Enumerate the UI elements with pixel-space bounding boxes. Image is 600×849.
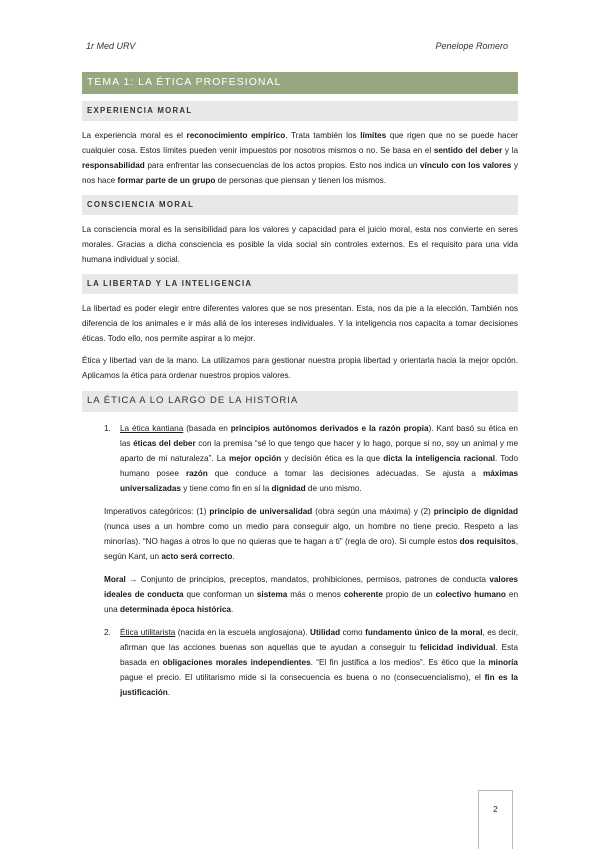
paragraph-experiencia: La experiencia moral es el reconocimiento empírico. Trata también los límites que rigen que no se puede hacer cualquier cosa. Estos límites pueden venir impuestos por nosotros mismos o no. Se basa en el sentido del deber y la responsabilidad para enfrentar las consecuencias de los actos propios. Esto nos indica un vínculo con los valores y nos hace formar parte de un grupo de personas que piensan y tienen los mismos. [82,131,518,185]
list-item-utilitarista: 2. Ética utilitarista (nacida en la escuela anglosajona). Utilidad como fundamento único de la moral, es decir, afirman que las acciones buenas son aquellas que te ayudan a conseguir tu felicidad individual. Esta basada en obligaciones morales independientes. “El fin justifica a los medios”. Es ético que la minoría pague el precio. El utilitarismo mide si la consecuencia es buena o no (consecuencialismo), el fin es la justificación. [104,628,519,697]
list-item-kantiana: 1. La ética kantiana (basada en principios autónomos derivados e la razón propia). Kant basó su ética en las éticas del deber con la premisa “sé lo que tengo que hacer y lo hago, porque si no, soy un animal y me aparto de mi naturaleza”. La mejor opción y decisión ética es la que dicta la inteligencia racional. Todo humano posee razón que conduce a tomar las decisiones adecuadas. Se ajusta a máximas universalizadas y tiene como fin en sí la dignidad de uno mismo. [104,424,519,493]
section-title: TEMA 1: LA ÉTICA PROFESIONAL [82,72,518,94]
heading-libertad: LA LIBERTAD Y LA INTELIGENCIA [82,274,518,294]
header-right: Penelope Romero [435,41,508,51]
page-number: 2 [493,805,498,814]
heading-experiencia-moral: EXPERIENCIA MORAL [82,101,518,121]
paragraph-libertad-1: La libertad es poder elegir entre diferentes valores que se nos presentan. Esta, nos da pie a la elección. También nos diferencia de los animales e ir más allá de los intereses individuales. Y la inteligencia nos capacita a tomar decisiones éticas. Todo ello, nos permite aspirar a lo mejor. [82,304,518,343]
heading-historia: LA ÉTICA A LO LARGO DE LA HISTORIA [82,391,518,412]
header-left: 1r Med URV [86,41,136,51]
heading-consciencia-moral: CONSCIENCIA MORAL [82,195,518,215]
paragraph-libertad-2: Ética y libertad van de la mano. La utilizamos para gestionar nuestra propia libertad y orientarla hacia la mejor opción. Aplicamos la ética para ordenar nuestros propios valores. [82,356,518,380]
paragraph-consciencia: La consciencia moral es la sensibilidad para los valores y capacidad para el juicio moral, esta nos convierte en seres morales. Gracias a dicha consciencia es posible la vida social sin controles externos. Es el requisito para una vida humana individual y social. [82,225,518,264]
paragraph-imperativos: Imperativos categóricos: (1) principio de universalidad (obra según una máxima) y (2) principio de dignidad (nunca uses a un hombre como un medio para conseguir algo, un hombre no tiene precio. Respeto a las minorías). “NO hagas a otros lo que no quieras que te hagan a ti” (regla de oro). Si cumple estos dos requisitos, según Kant, un acto será correcto. [104,507,518,561]
document-body [82,72,518,700]
paragraph-moral: Moral → Conjunto de principios, preceptos, mandatos, prohibiciones, permisos, patrones de conducta valores ideales de conducta que conforman un sistema más o menos coherente propio de un colectivo humano en una determinada época histórica. [104,575,518,614]
page-number-box [478,790,513,849]
